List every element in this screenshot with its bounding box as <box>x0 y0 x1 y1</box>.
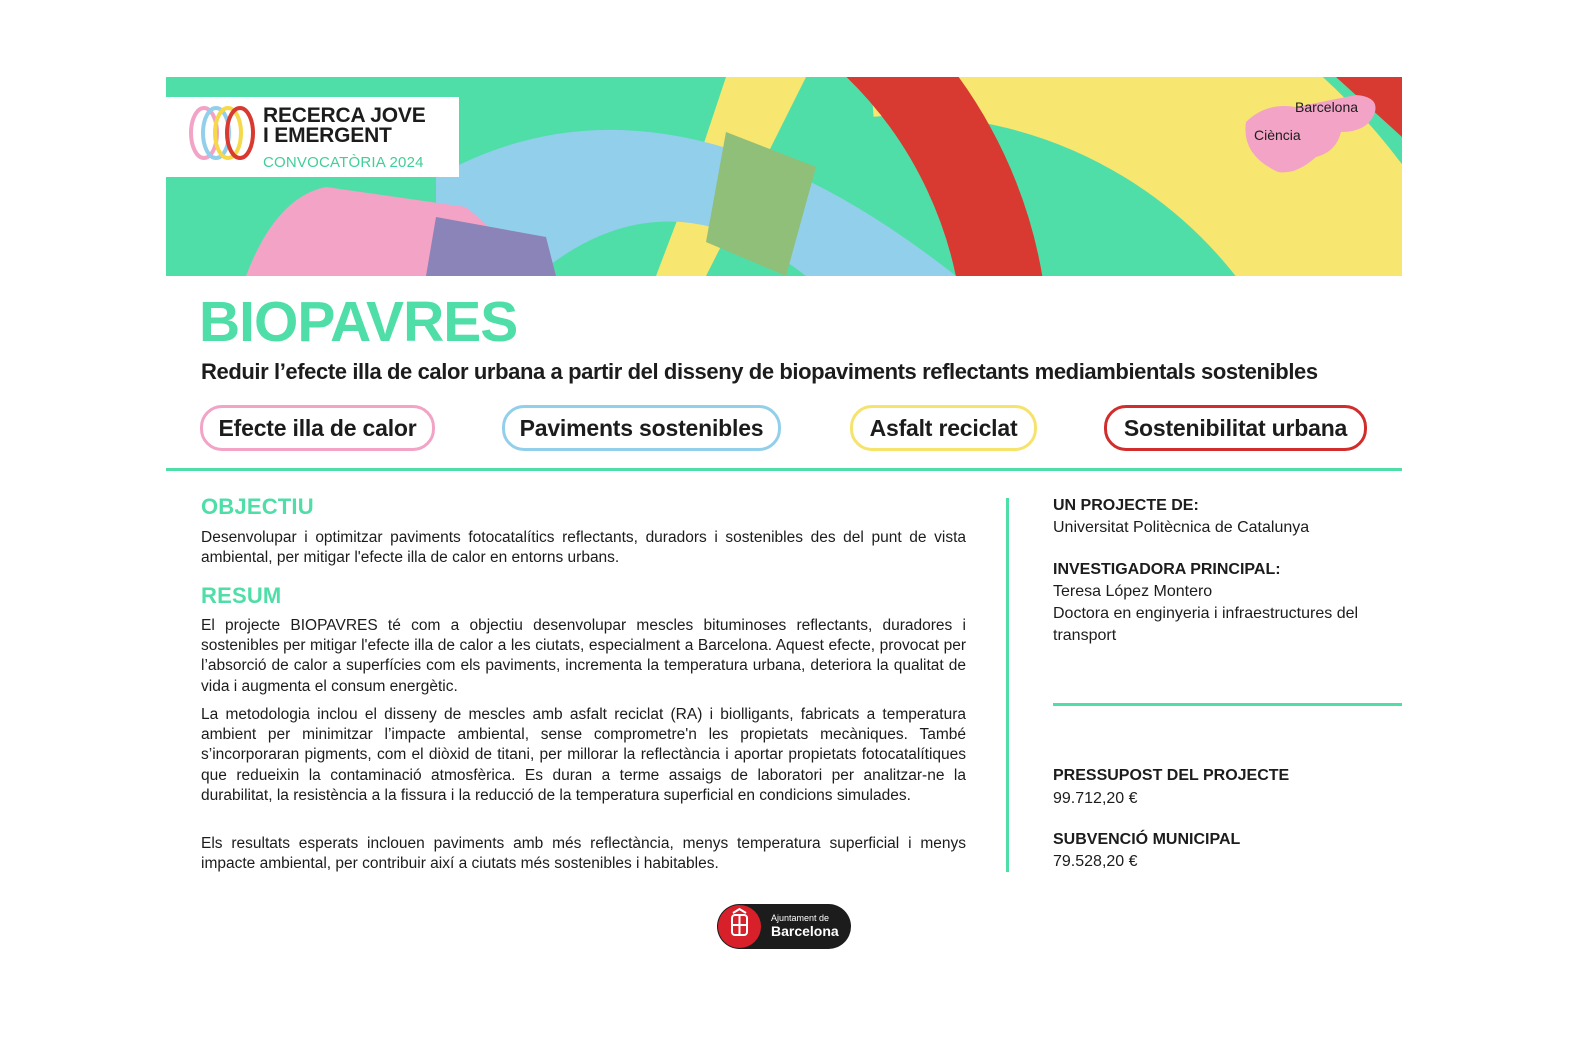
column-separator <box>1006 498 1009 872</box>
logo-title: RECERCA JOVE I EMERGENT <box>263 104 426 147</box>
sidebar-divider <box>1053 703 1402 706</box>
ajuntament-logo <box>717 904 851 949</box>
project-subtitle: Reduir l’efecte illa de calor urbana a partir del disseny de biopaviments reflectants mediambientals sostenibles <box>201 359 1318 384</box>
resum-heading: RESUM <box>201 583 282 608</box>
rings-logo-icon <box>186 103 258 163</box>
budget-value: 99.712,20 € <box>1053 790 1138 807</box>
principal-investigator-name: Teresa López Montero <box>1053 583 1213 600</box>
tag-efecte-illa-de-calor: Efecte illa de calor <box>200 405 435 451</box>
blob-label-barcelona: Barcelona <box>1295 99 1359 115</box>
resum-paragraph: La metodologia inclou el disseny de mescles amb asfalt reciclat (RA) i biolligants, fabricats a temperatura ambient per minimitzar l’impacte ambiental, sense comprometre'n les propietats mecàniques. També s’incorporaran pigments, com el diòxid de titani, per millorar la reflectància i aportar propietats fotocatalítiques que redueixin la contaminació atmosfèrica. Es duran a terme assaigs de laboratori per analitzar-ne la durabilitat, la resistència a la fissura i la reducció de la temperatura superficial en condicions simulades. <box>201 706 966 804</box>
tag-paviments-sostenibles: Paviments sostenibles <box>502 405 781 451</box>
project-by-value: Universitat Politècnica de Catalunya <box>1053 519 1310 536</box>
tag-sostenibilitat-urbana: Sostenibilitat urbana <box>1104 405 1367 451</box>
city-seal-icon <box>718 905 761 948</box>
logo-big-text: Barcelona <box>771 923 839 939</box>
project-by-label: UN PROJECTE DE: <box>1053 497 1199 514</box>
principal-investigator-label: INVESTIGADORA PRINCIPAL: <box>1053 561 1281 578</box>
subsidy-value: 79.528,20 € <box>1053 853 1138 870</box>
principal-investigator-title: Doctora en enginyeria i infraestructures del transport <box>1053 605 1359 644</box>
resum-paragraph: Els resultats esperats inclouen paviments amb més reflectància, menys temperatura superficial i menys impacte ambiental, per contribuir així a ciutats més sostenibles i habitables. <box>201 835 966 873</box>
tag-asfalt-reciclat: Asfalt reciclat <box>850 405 1037 451</box>
objectiu-heading: OBJECTIU <box>201 494 314 519</box>
subsidy-label: SUBVENCIÓ MUNICIPAL <box>1053 831 1241 848</box>
section-divider <box>166 468 1402 471</box>
objectiu-text: Desenvolupar i optimitzar paviments fotocatalítics reflectants, duradors i sostenibles des del punt de vista ambiental, per mitigar l'efecte illa de calor en entorns urbans. <box>201 529 966 567</box>
blob-label-ciencia: Ciència <box>1254 127 1301 143</box>
project-title: BIOPAVRES <box>199 290 518 354</box>
budget-label: PRESSUPOST DEL PROJECTE <box>1053 767 1290 784</box>
logo-small-text: Ajuntament de <box>771 913 830 923</box>
program-logo <box>166 97 459 177</box>
resum-paragraph: El projecte BIOPAVRES té com a objectiu desenvolupar mescles bituminoses reflectants, duradores i sostenibles per mitigar l'efecte illa de calor a les ciutats, especialment a Barcelona. Aquest efecte, provocat per l’absorció de calor a superfícies com els paviments, incrementa la temperatura urbana, deteriora la qualitat de vida i augmenta el consum energètic. <box>201 617 966 695</box>
logo-subtitle: CONVOCATÒRIA 2024 <box>263 154 424 171</box>
